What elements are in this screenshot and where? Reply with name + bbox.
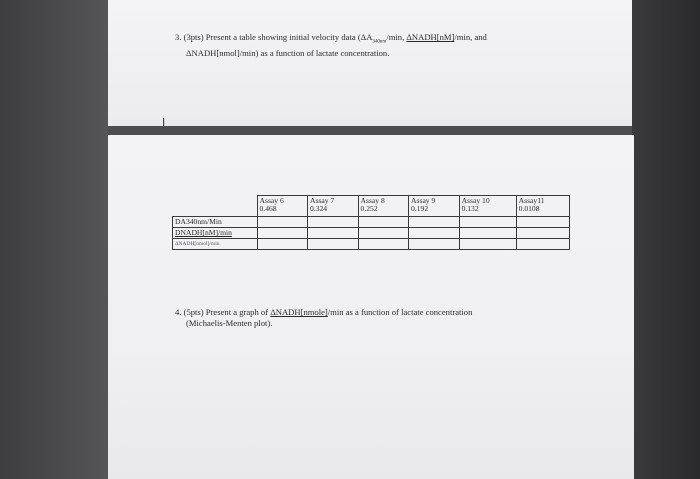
assay-header-cell [459, 196, 516, 217]
question-3-end: /min, and [454, 32, 487, 42]
table-cell[interactable] [308, 228, 359, 239]
assay-header-cell [308, 196, 359, 217]
table-row [173, 217, 570, 228]
table-cell[interactable] [358, 228, 409, 239]
row-label: DA340nm/Min [173, 217, 258, 228]
table-cell[interactable] [308, 217, 359, 228]
table-cell[interactable] [257, 217, 308, 228]
page-gap [108, 126, 632, 135]
question-4-prefix: 4. (5pts) Present a graph of [175, 307, 271, 317]
table-cell[interactable] [257, 239, 308, 250]
assay-name: Assay 9 [411, 196, 436, 205]
table-row [173, 228, 570, 239]
table-corner-cell [173, 196, 258, 217]
question-3 [175, 32, 575, 59]
worksheet-page-top [108, 0, 632, 126]
assay-header-cell [358, 196, 409, 217]
table-cell[interactable] [409, 228, 460, 239]
table-cell[interactable] [409, 217, 460, 228]
assay-name: Assay 6 [259, 196, 284, 205]
text-cursor-icon: I [162, 116, 166, 129]
velocity-table [172, 195, 570, 250]
assay-value: 0.252 [360, 204, 378, 213]
row-label: ΔNADH[nmol]/min [173, 239, 258, 250]
assay-value: 0.468 [259, 204, 277, 213]
question-3-mid: /min, [386, 32, 407, 42]
table-cell[interactable] [257, 228, 308, 239]
table-row [173, 239, 570, 250]
table-cell[interactable] [459, 239, 516, 250]
assay-header-cell [257, 196, 308, 217]
question-3-prefix: 3. (3pts) Present a table showing initial velocity data (ΔA [175, 32, 373, 42]
assay-name: Assay11 [518, 196, 545, 205]
question-4-underlined: ΔNADH[nmole] [270, 307, 328, 317]
assay-name: Assay 10 [461, 196, 490, 205]
table-cell[interactable] [516, 217, 569, 228]
assay-header-cell [409, 196, 460, 217]
table-cell[interactable] [516, 228, 569, 239]
table-cell[interactable] [516, 239, 569, 250]
question-4 [175, 307, 575, 329]
background-right [632, 0, 700, 479]
table-cell[interactable] [308, 239, 359, 250]
question-4-end: /min as a function of lactate concentration [327, 307, 473, 317]
row-label: DNADH[nM]/min [173, 228, 258, 239]
assay-value: 0.324 [310, 204, 328, 213]
assay-header-cell [516, 196, 569, 217]
assay-value: 0.132 [461, 204, 479, 213]
assay-name: Assay 7 [310, 196, 335, 205]
assay-value: 0.192 [411, 204, 429, 213]
assay-value: 0.0108 [518, 204, 540, 213]
table-cell[interactable] [409, 239, 460, 250]
background-left [0, 0, 110, 479]
table-cell[interactable] [459, 217, 516, 228]
table-cell[interactable] [459, 228, 516, 239]
assay-name: Assay 8 [360, 196, 385, 205]
question-3-line2: ΔNADH[nmol]/min) as a function of lactate concentration. [186, 47, 390, 58]
question-3-underlined: ΔNADH[nM] [406, 32, 455, 42]
table-cell[interactable] [358, 217, 409, 228]
table-cell[interactable] [358, 239, 409, 250]
question-4-line2: (Michaelis-Menten plot). [186, 318, 273, 328]
question-3-subscript: 340nm [372, 39, 387, 45]
table-header-row [173, 196, 570, 217]
